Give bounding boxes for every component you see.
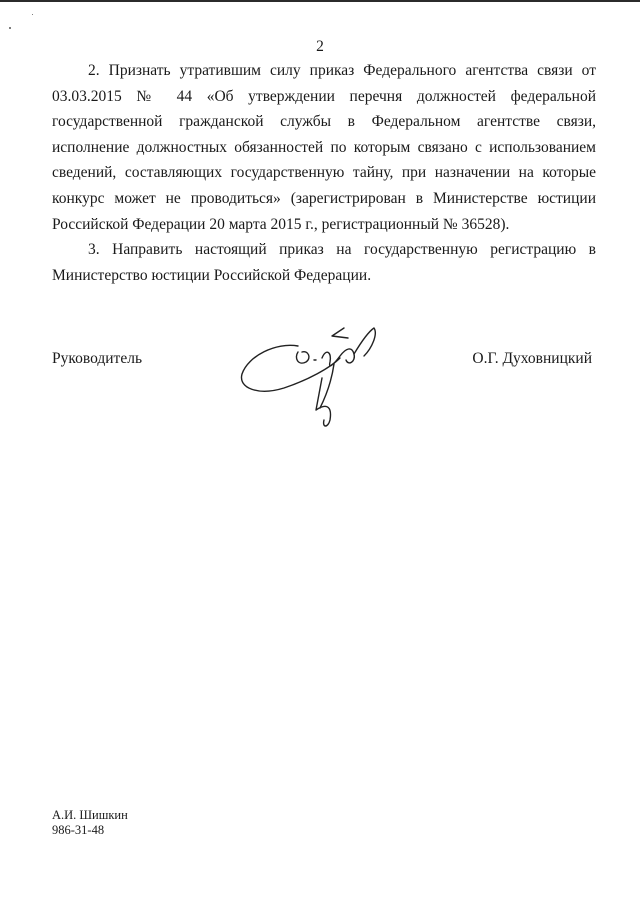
paragraph-2: 2. Признать утратившим силу приказ Федерального агентства связи от 03.03.2015 № 44 «Об утверждении перечня должностей федеральной государственной гражданской службы в Федеральном агентстве связи, исполнение должностных обязанностей по которым связано с использованием сведений, составляющих государственную тайну, при назначении на которые конкурс может не проводиться» (зарегистрирован в Министерстве юстиции Российской Федерации 20 марта 2015 г., регистрационный № 36528).: [52, 62, 596, 233]
executor-phone: 986-31-48: [52, 823, 105, 837]
page-number: 2: [316, 38, 324, 55]
handwritten-signature-icon: [236, 318, 386, 430]
signatory-title: Руководитель: [52, 350, 143, 367]
top-border-line: [0, 0, 640, 2]
signatory-name: О.Г. Духовницкий: [472, 350, 592, 367]
scan-artifact: [32, 14, 33, 15]
executor-block: [52, 808, 128, 838]
document-body: [52, 58, 596, 288]
paragraph-3: 3. Направить настоящий приказ на государственную регистрацию в Министерство юстиции Российской Федерации.: [52, 241, 596, 284]
scan-artifact: [9, 27, 11, 29]
executor-name: А.И. Шишкин: [52, 808, 128, 822]
